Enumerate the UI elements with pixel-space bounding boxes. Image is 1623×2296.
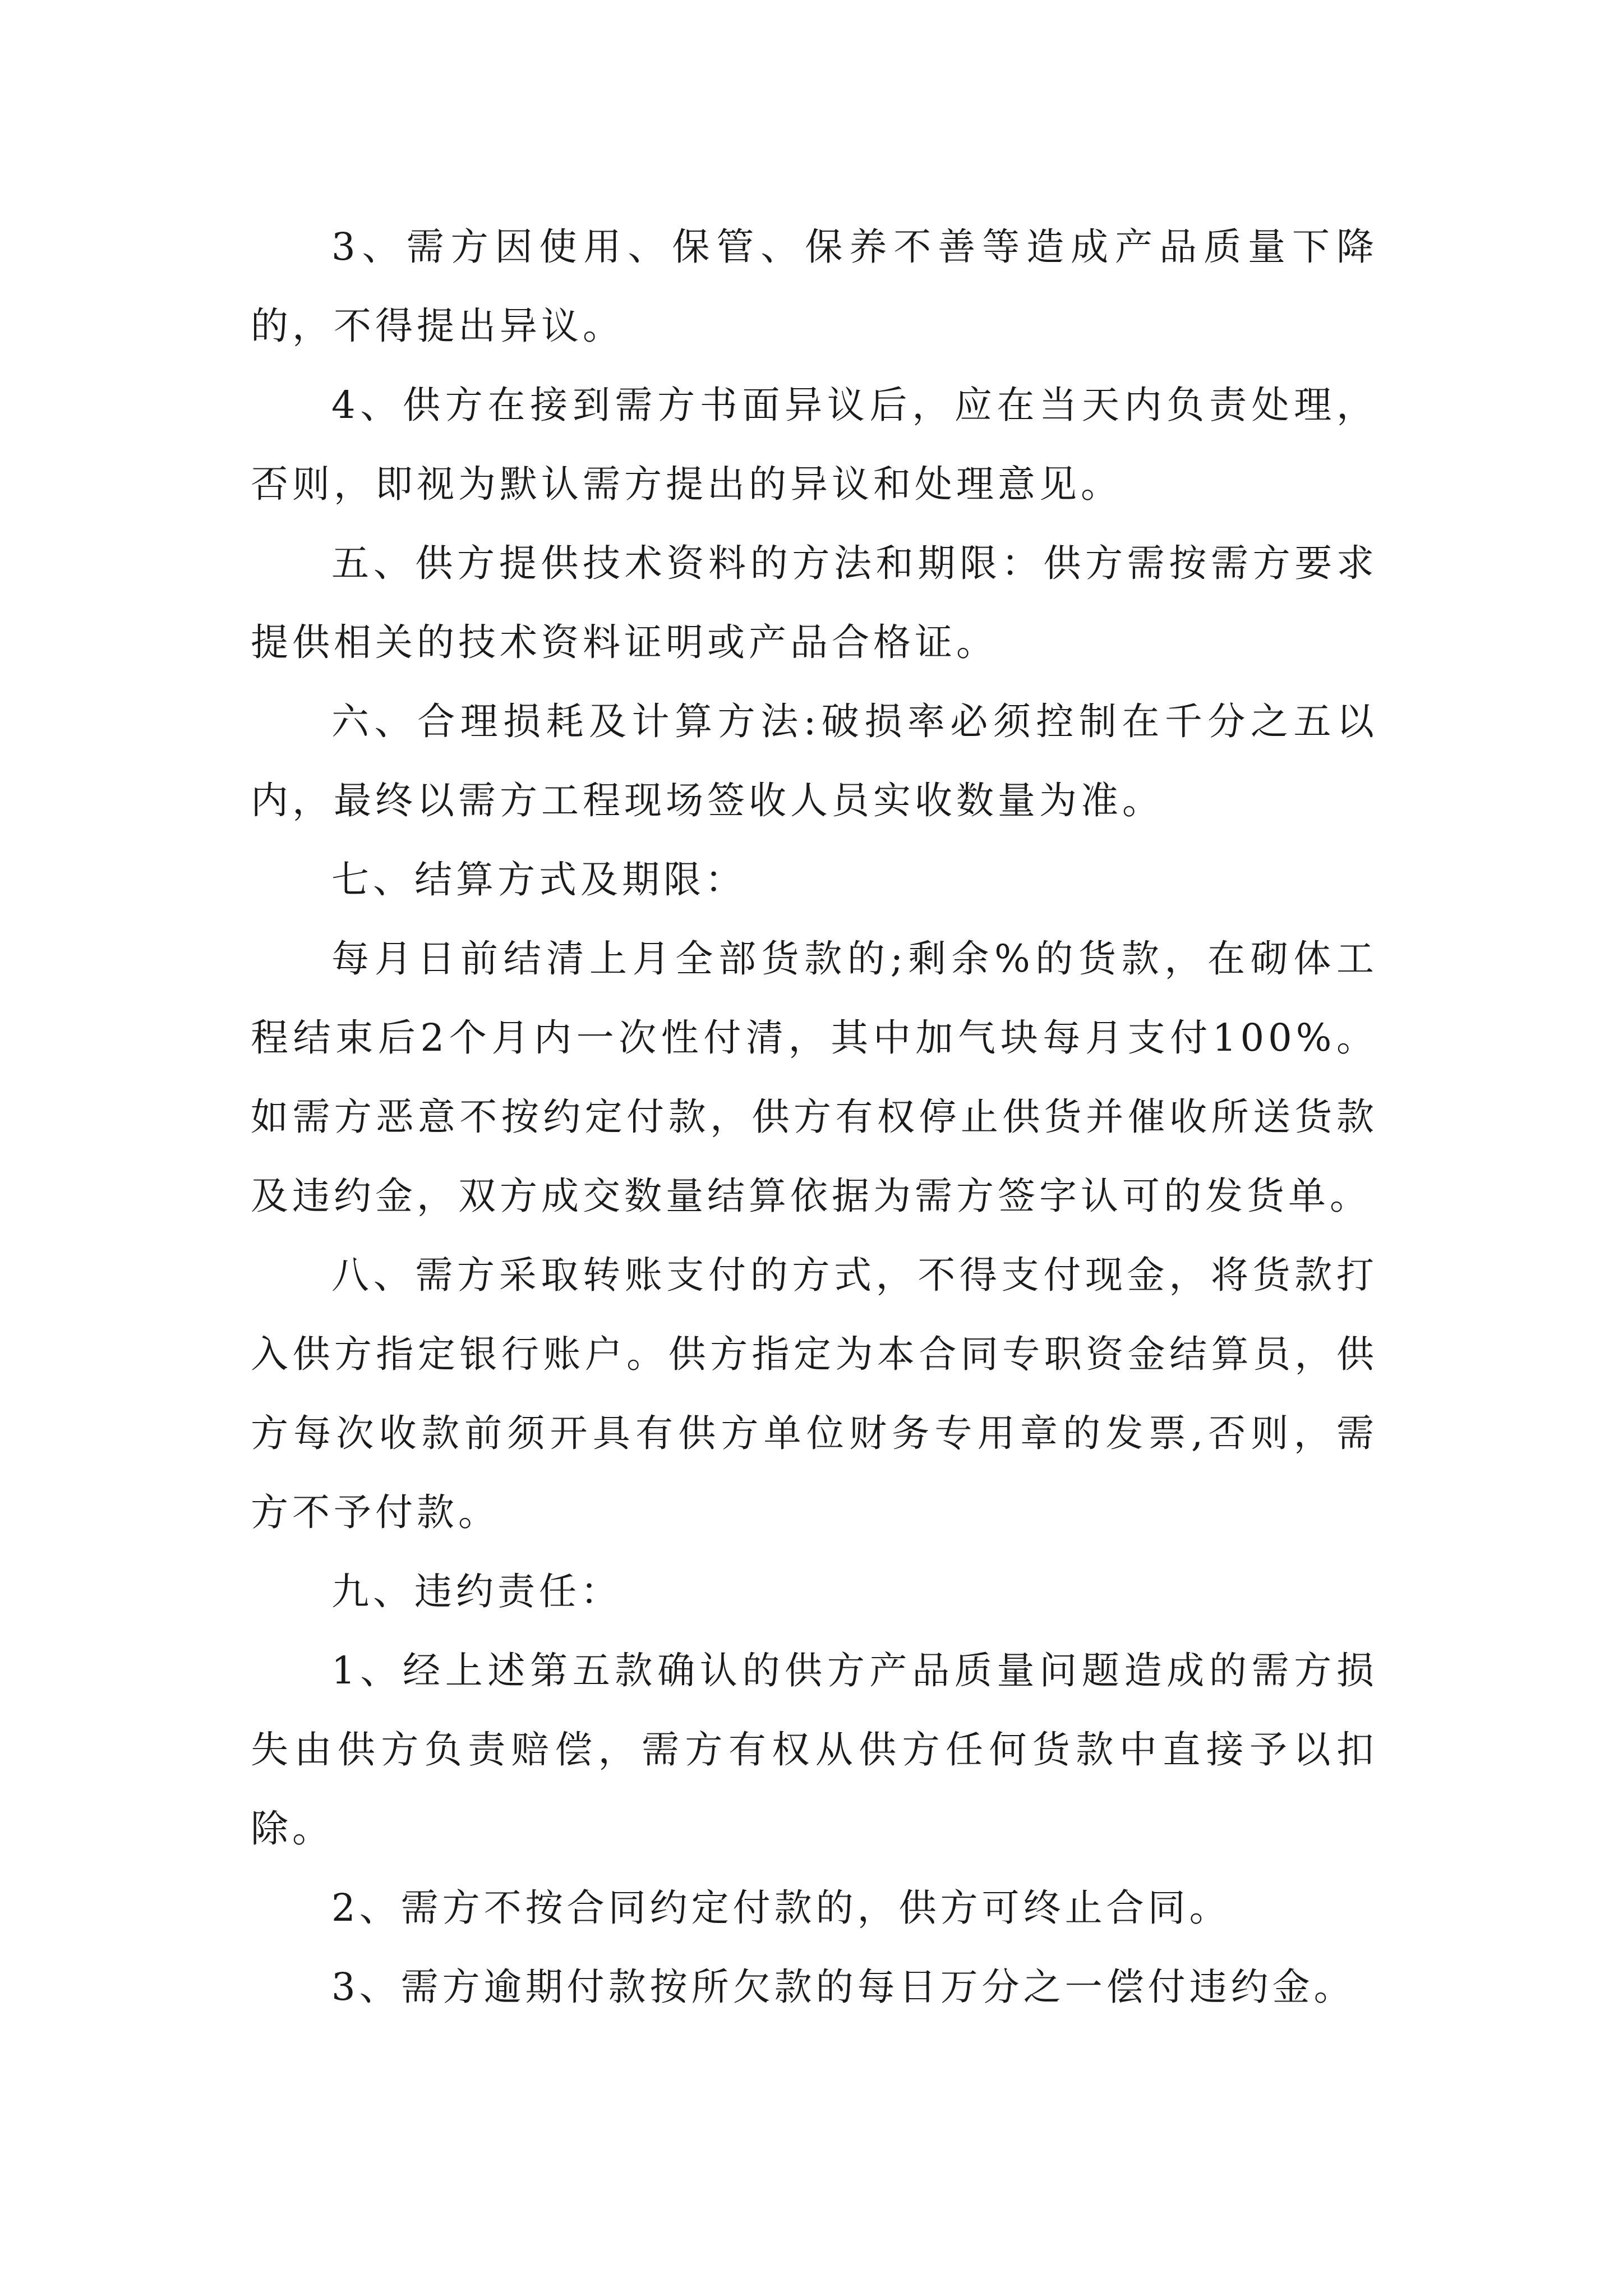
paragraph-payment-method: 八、需方采取转账支付的方式，不得支付现金，将货款打入供方指定银行账户。供方指定为本合同专职资金结算员，供方每次收款前须开具有供方单位财务专用章的发票,否则，需方不予付款。: [251, 1253, 1378, 1534]
paragraph-liability-heading: 九、违约责任：: [331, 1570, 623, 1613]
paragraph-liability-item-1: 1、经上述第五款确认的供方产品质量问题造成的需方损失由供方负责赔偿，需方有权从供方任何货款中直接予以扣除。: [251, 1649, 1378, 1851]
paragraph-settlement-terms: 每月日前结清上月全部货款的;剩余%的货款，在砌体工程结束后2个月内一次性付清，其中加气块每月支付100%。如需方恶意不按约定付款，供方有权停止供货并催收所送货款及违约金，双方成交数量结算依据为需方签字认可的发货单。: [251, 937, 1378, 1218]
paragraph-objection-handling: 4、供方在接到需方书面异议后，应在当天内负责处理，否则，即视为默认需方提出的异议和处理意见。: [251, 383, 1378, 506]
paragraph-quality-misuse: 3、需方因使用、保管、保养不善等造成产品质量下降的，不得提出异议。: [251, 225, 1378, 348]
paragraph-settlement-heading: 七、结算方式及期限：: [331, 858, 747, 901]
paragraph-liability-item-3: 3、需方逾期付款按所欠款的每日万分之一偿付违约金。: [331, 1965, 1355, 2009]
document-body: [251, 208, 1378, 2027]
paragraph-liability-item-2: 2、需方不按合同约定付款的，供方可终止合同。: [331, 1886, 1231, 1930]
paragraph-reasonable-loss: 六、合理损耗及计算方法:破损率必须控制在千分之五以内，最终以需方工程现场签收人员实收数量为准。: [251, 700, 1378, 822]
paragraph-technical-documents: 五、供方提供技术资料的方法和期限：供方需按需方要求提供相关的技术资料证明或产品合格证。: [251, 541, 1378, 664]
